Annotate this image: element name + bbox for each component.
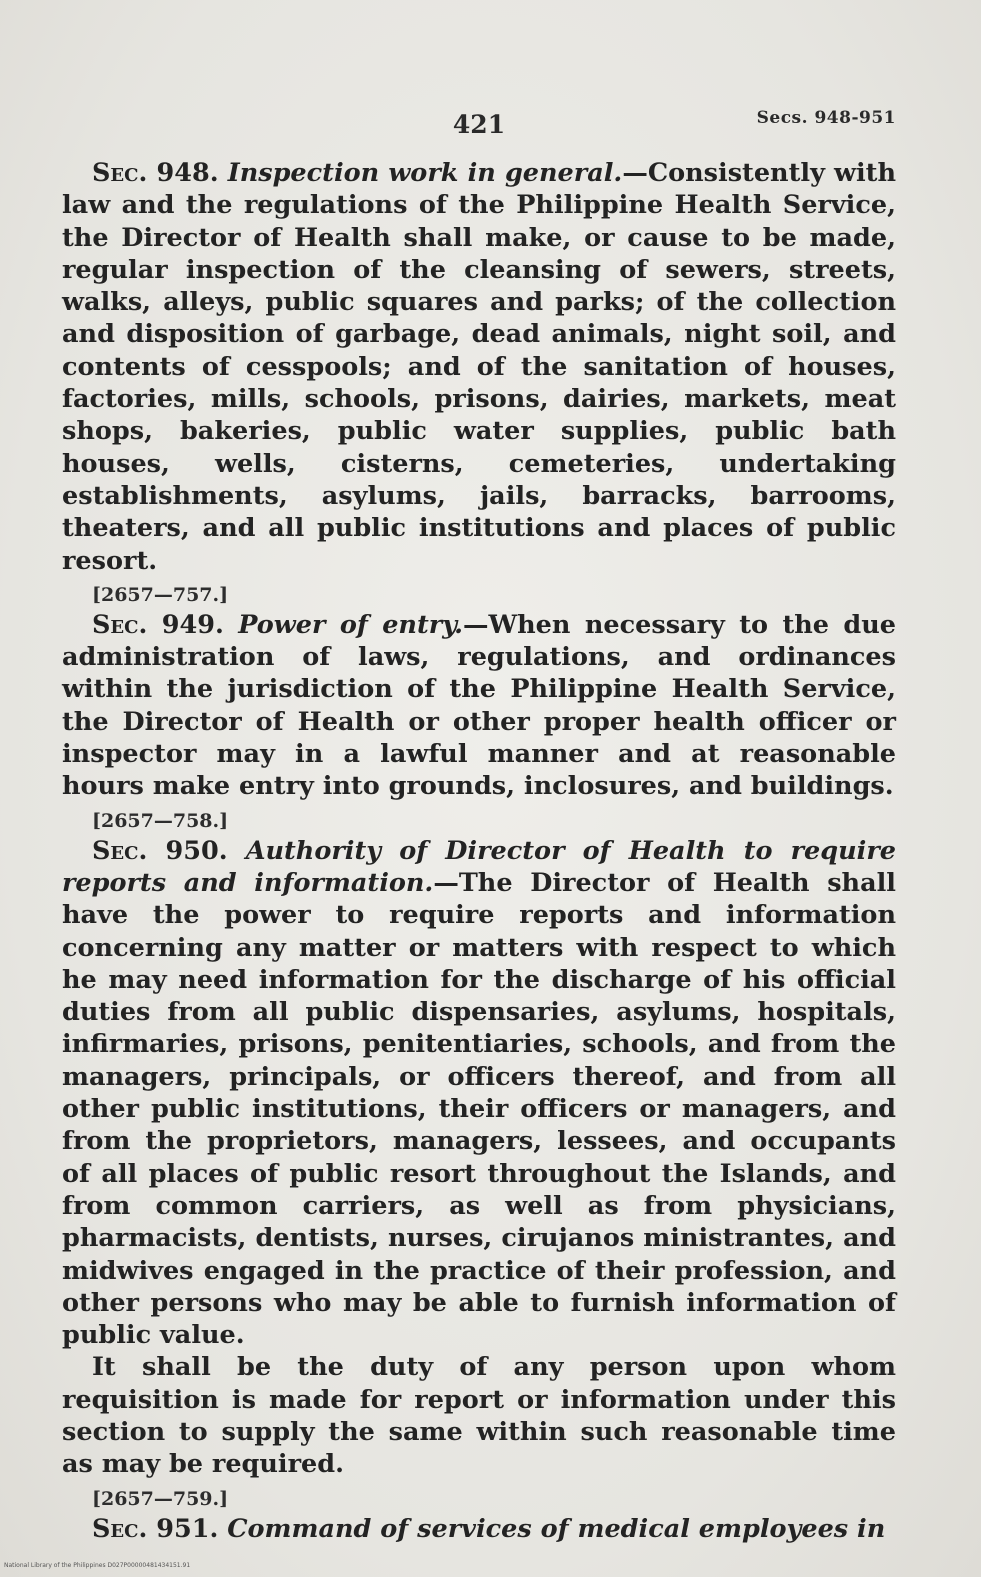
section-951 <box>62 1513 896 1545</box>
section-label: Sec. 949. <box>92 609 224 640</box>
citation: [2657—757.] <box>92 583 229 606</box>
page-body <box>62 157 896 1545</box>
section-title: Authority of Director of Health to require reports and information. <box>62 835 896 898</box>
section-950-paragraph-2: It shall be the duty of any person upon whom requisition is made for report or information under this section to supply the same within such reasonable time as may be required. <box>62 1352 896 1480</box>
citation: [2657—758.] <box>92 809 229 832</box>
page-header <box>62 108 896 142</box>
section-949 <box>62 609 896 803</box>
section-950 <box>62 835 896 1352</box>
running-head: Secs. 948-951 <box>756 108 896 128</box>
section-title: Command of services of medical employees in <box>227 1513 886 1544</box>
section-text: —When necessary to the due administration of laws, regulations, and ordinances within the jurisdiction of the Philippine Health Service, the Director of Health or other proper health officer or inspector may in a lawful manner and at reasonable hours make entry into grounds, inclosures, and buildings. <box>62 609 896 802</box>
section-948 <box>62 157 896 577</box>
section-title: Power of entry. <box>238 609 463 640</box>
citation: [2657—759.] <box>92 1487 229 1510</box>
section-text: —Consistently with law and the regulations of the Philippine Health Service, the Director of Health shall make, or cause to be made, regular inspection of the cleansing of sewers, streets, walks, alleys, public squares and parks; of the collection and disposition of garbage, dead animals, night soil, and contents of cesspools; and of the sanitation of houses, factories, mills, schools, prisons, dairies, markets, meat shops, bakeries, public water supplies, public bath houses, wells, cisterns, cemeteries, undertaking establishments, asylums, jails, barracks, barrooms, theaters, and all public institutions and places of public resort. <box>62 158 896 576</box>
section-label: Sec. 950. <box>92 835 228 866</box>
section-label: Sec. 948. <box>92 158 219 188</box>
section-label: Sec. 951. <box>92 1513 219 1544</box>
section-title: Inspection work in general. <box>227 158 623 188</box>
page-number: 421 <box>452 110 506 139</box>
section-text: —The Director of Health shall have the power to require reports and information concerning any matter or matters with respect to which he may need information for the discharge of his official duties from all public dispensaries, asylums, hospitals, infirmaries, prisons, penitentiaries, schools, and from the managers, principals, or officers thereof, and from all other public institutions, their officers or managers, and from the proprietors, managers, lessees, and occupants of all places of public resort throughout the Islands, and from common carriers, as well as from physicians, pharmacists, dentists, nurses, cirujanos ministrantes, and midwives engaged in the practice of their profession, and other persons who may be able to furnish information of public value. <box>62 867 896 1351</box>
scan-footer: National Library of the Philippines D027P00000481434151.91 <box>4 1562 191 1569</box>
